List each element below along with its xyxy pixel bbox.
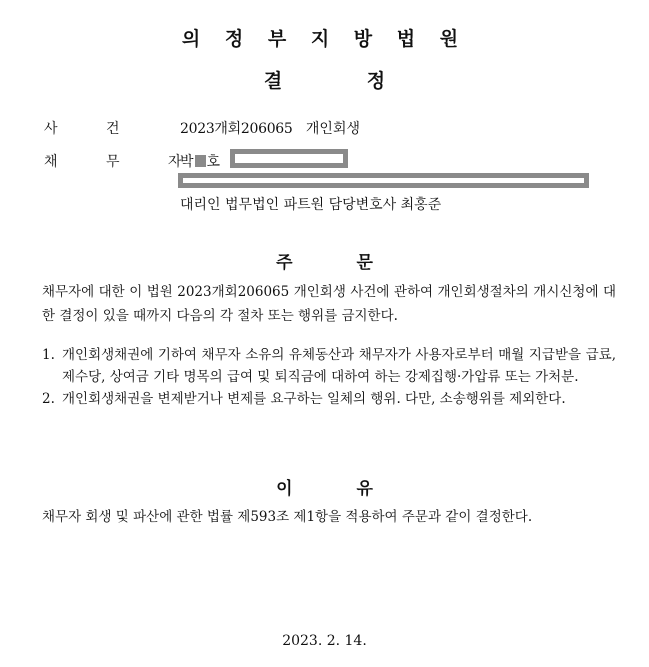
- case-value-line: [180, 118, 360, 138]
- reason-heading: 이 유: [276, 479, 373, 499]
- debtor-name: [180, 151, 220, 171]
- redacted-field: [230, 149, 348, 168]
- case-label: 사 건: [44, 121, 120, 137]
- court-name: 의 정 부 지 방 법 원: [181, 28, 468, 50]
- order-paragraph: 채무자에 대한 이 법원 2023개회206065 개인회생 사건에 관하여 개인회생절차의 개시신청에 대한 결정이 있을 때까지 다음의 각 절차 또는 행위를 금지한다.: [42, 284, 616, 324]
- case-number: 2023개회206065: [180, 121, 293, 137]
- list-item-text: 개인회생채권을 변제받거나 변제를 요구하는 일체의 행위. 다만, 소송행위를 제외한다.: [62, 391, 566, 407]
- case-type: 개인회생: [305, 121, 360, 137]
- list-item-text: 개인회생채권에 기하여 채무자 소유의 유체동산과 채무자가 사용자로부터 매월 지급받을 급료, 제수당, 상여금 기타 명목의 급여 및 퇴직금에 대하여 하는 강제집행·가압류 또는 가처분.: [62, 347, 616, 385]
- list-item-number: 1.: [42, 347, 55, 363]
- list-item-number: 2.: [42, 391, 55, 407]
- debtor-name-suffix: 호: [206, 154, 221, 170]
- reason-paragraph: 채무자 회생 및 파산에 관한 법률 제593조 제1항을 적용하여 주문과 같이 결정한다.: [42, 509, 533, 525]
- name-redaction-mark: [195, 155, 206, 167]
- order-heading: 주 문: [276, 253, 373, 273]
- document-type-title: 결 정: [263, 70, 386, 92]
- decision-date: 2023. 2. 14.: [282, 633, 367, 649]
- debtor-label: 채 무 자: [44, 154, 182, 170]
- list-item: [42, 344, 616, 388]
- order-list: [42, 344, 616, 410]
- redacted-address: [178, 173, 589, 188]
- attorney-info: 대리인 법무법인 파트원 담당변호사 최홍준: [180, 197, 442, 213]
- list-item: [42, 388, 616, 410]
- debtor-name-prefix: 박: [180, 154, 194, 170]
